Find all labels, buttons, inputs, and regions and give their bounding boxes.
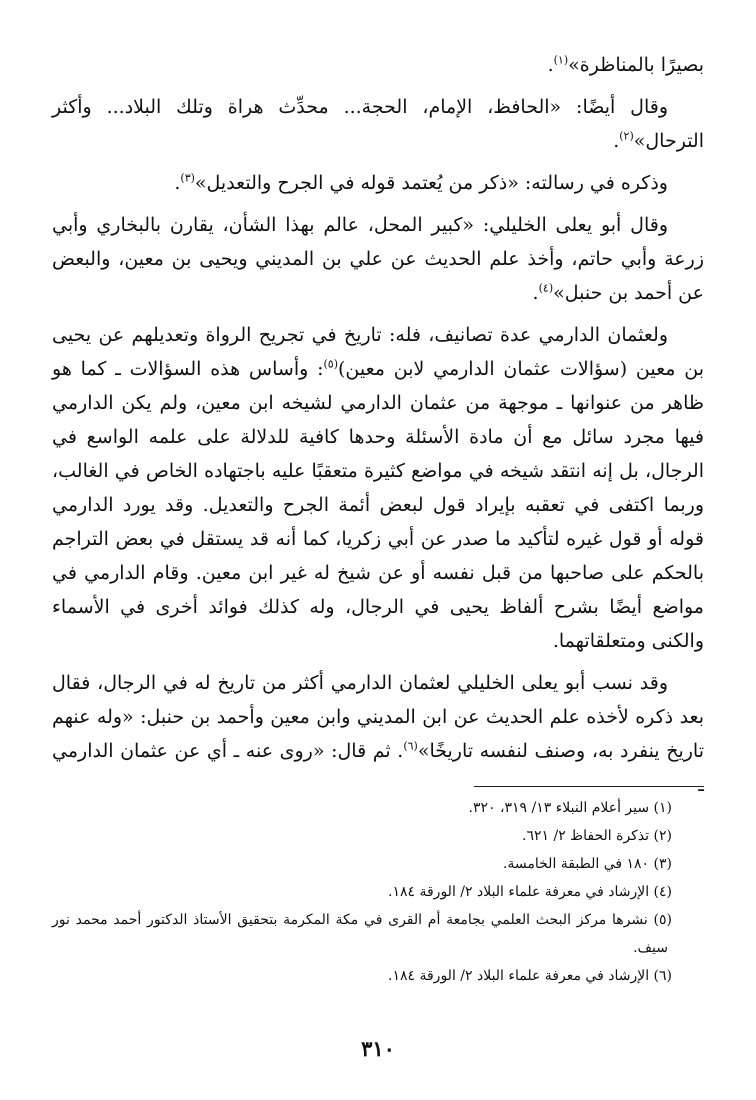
footnote-1: (١) سير أعلام النبلاء ١٣/ ٣١٩، ٣٢٠. [468,800,672,816]
paragraph-6: وقد نسب أبو يعلى الخليلي لعثمان الدارمي أكثر من تاريخ له في الرجال، فقال بعد ذكره لأخذه علم الحديث عن ابن المديني وابن معين وأحمد بن حنبل: «وله عنهم تاريخ ينفرد به، وصنف لنفسه تاريخًا»$^{(٦)}$. ثم قال: «روى عنه ـ أي عن عثمان الدارمي ـ [52,672,704,796]
footnote-ref-1[interactable]: (١) [553,53,569,67]
footnote-ref-2[interactable]: (٢) [619,129,634,143]
paragraph-1: بصيرًا بالمناظرة»$^{(١)}$. [547,53,704,76]
paragraph-4: وقال أبو يعلى الخليلي: «كبير المحل، عالم بهذا الشأن، يقارن بالبخاري وأبي زرعة وأبي حاتم، وأخذ علم الحديث عن علي بن المديني ويحيى بن معين، والبعض عن أحمد بن حنبل»$^{(٤)}$. [52,214,704,304]
footnote-6: (٦) الإرشاد في معرفة علماء البلاد ٢/ الورقة ١٨٤. [388,968,672,984]
body-text [52,48,704,810]
footnote-4: (٤) الإرشاد في معرفة علماء البلاد ٢/ الورقة ١٨٤. [388,884,672,900]
page-number: ٣١٠ [361,1036,395,1061]
footnote-3: (٣) ١٨٠ في الطبقة الخامسة. [502,856,672,872]
footnote-5: (٥) نشرها مركز البحث العلمي بجامعة أم القرى في مكة المكرمة بتحقيق الأستاذ الدكتور أحمد محمد نور سيف. [52,912,672,956]
footnote-divider [474,786,704,787]
footnote-ref-4[interactable]: (٤) [538,281,554,295]
footnote-2: (٢) تذكرة الحفاظ ٢/ ٦٢١. [522,828,672,844]
footnote-ref-5[interactable]: (٥) [323,357,338,371]
footnotes [52,794,704,990]
paragraph-3: وذكره في رسالته: «ذكر من يُعتمد قوله في الجرح والتعديل»$^{(٣)}$. [174,171,668,194]
paragraph-5: ولعثمان الدارمي عدة تصانيف، فله: تاريخ في تجريح الرواة وتعديلهم عن يحيى بن معين (سؤالات عثمان الدارمي لابن معين)$^{(٥)}$: وأساس هذه السؤالات ـ كما هو ظاهر من عنوانها ـ موجهة من عثمان الدارمي لشيخه ابن معين، ولم يكن الدارمي فيها مجرد سائل مع أن مادة الأسئلة وحدها كافية للدلالة على علمه الواسع في الرجال، بل إنه انتقد شيخه في مواضع كثيرة متعقبًا عليه باجتهاده الخاص في الغالب، وربما اكتفى في تعقبه بإيراد قول لبعض أئمة الجرح والتعديل. وقد يورد الدارمي قوله أو قول غيره لتأكيد ما صدر عن أبي زكريا، كما أنه قد يستقل في بعض التراجم بالحكم على صاحبها من قبل نفسه أو عن شيخ له غير ابن معين. وقام الدارمي في مواضع أيضًا بشرح ألفاظ يحيى في الرجال، وله كذلك فوائد أخرى في الأسماء والكنى ومتعلقاتهما. [52,324,705,652]
footnote-ref-3[interactable]: (٣) [180,171,195,185]
paragraph-2: وقال أيضًا: «الحافظ، الإمام، الحجة... محدِّث هراة وتلك البلاد... وأكثر الترحال»$^{(٢)}$. [52,96,704,152]
footnote-ref-6[interactable]: (٦) [403,739,418,753]
